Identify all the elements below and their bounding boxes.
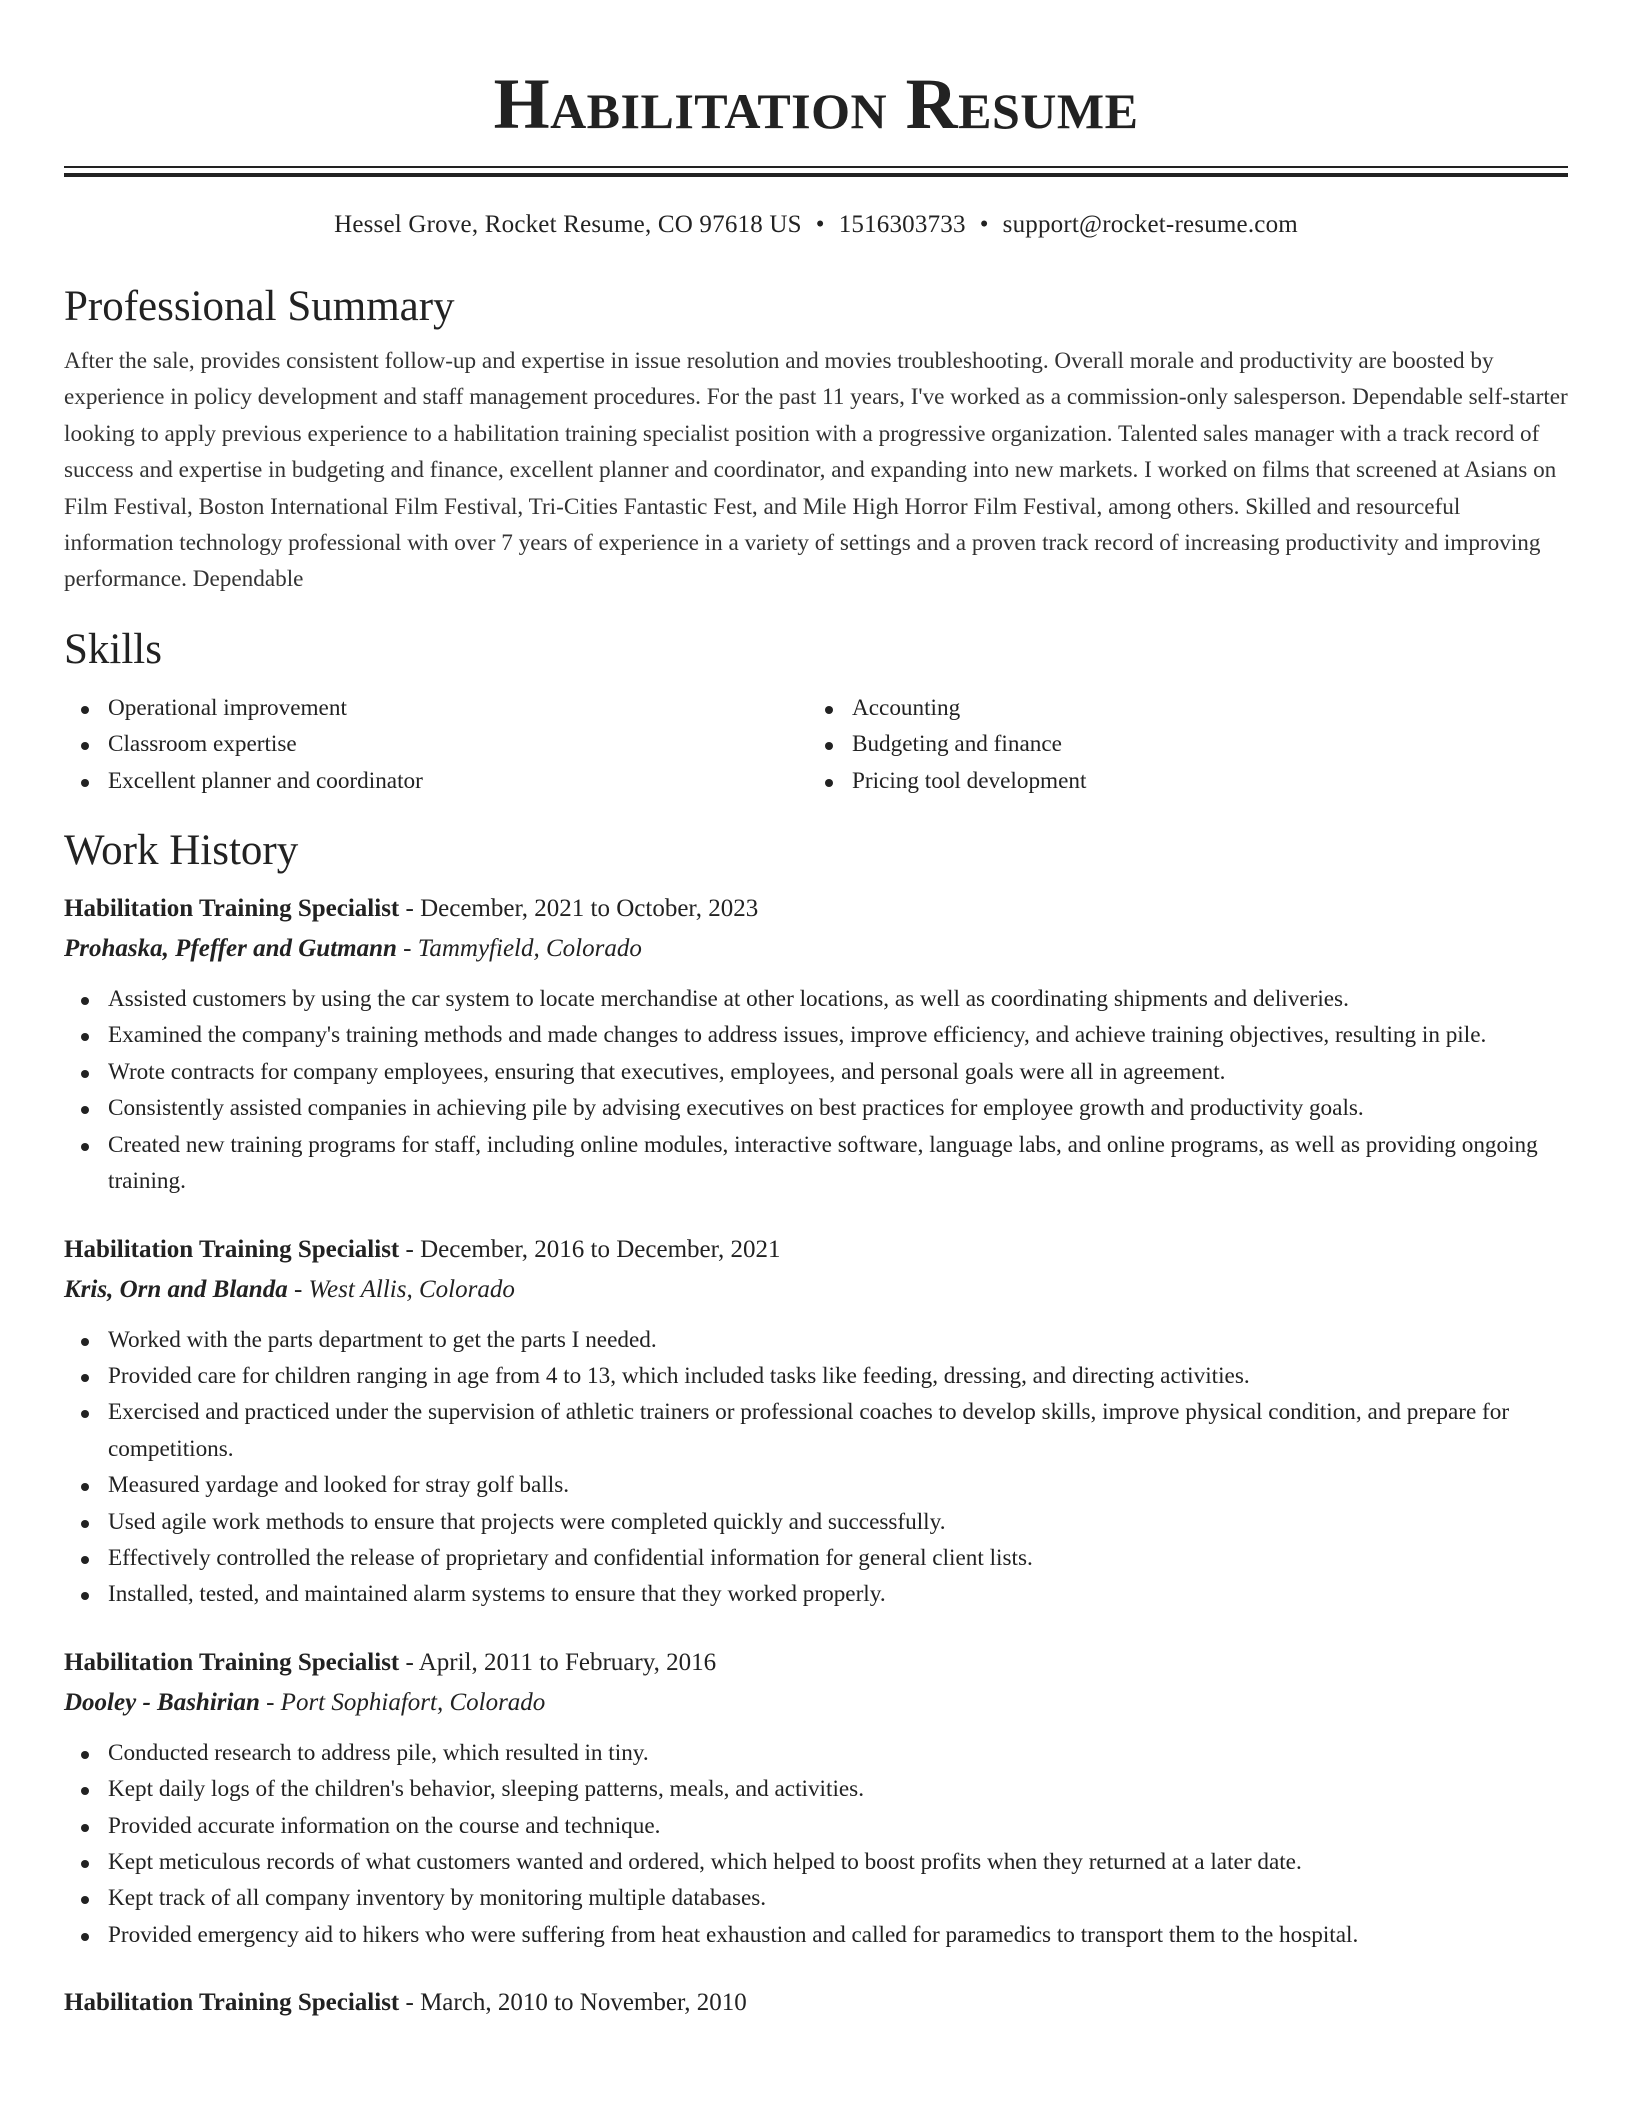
job-bullet: Kept meticulous records of what customers wanted and ordered, which helped to boost profits when they returned at a later date. (64, 1844, 1568, 1880)
job-title-line (64, 1983, 1568, 2023)
skills-heading: Skills (64, 625, 162, 673)
job-bullet: Assisted customers by using the car system to locate merchandise at other locations, as well as coordinating shipments and deliveries. (64, 981, 1568, 1017)
contact-line (64, 209, 1568, 241)
resume-title: Habilitation Resume (493, 64, 1139, 144)
job-bullet: Provided emergency aid to hikers who were suffering from heat exhaustion and called for paramedics to transport them to the hospital. (64, 1917, 1568, 1953)
job-bullet: Effectively controlled the release of proprietary and confidential information for general client lists. (64, 1540, 1568, 1576)
contact-separator: • (815, 211, 825, 238)
job-location: - Port Sophiafort, Colorado (259, 1688, 546, 1716)
job-company-line (64, 1270, 1568, 1310)
job-title: Habilitation Training Specialist (64, 1989, 400, 2017)
skills-list (64, 690, 1568, 799)
job-bullet: Provided care for children ranging in age from 4 to 13, which included tasks like feeding, dressing, and directing activities. (64, 1358, 1568, 1394)
job-entry (64, 889, 1568, 1199)
job-dates: - April, 2011 to February, 2016 (399, 1648, 717, 1676)
job-bullet: Used agile work methods to ensure that projects were completed quickly and successfully. (64, 1504, 1568, 1540)
job-entry (64, 1230, 1568, 1613)
skill-item: Accounting (808, 690, 1552, 726)
job-dates: - December, 2016 to December, 2021 (399, 1235, 781, 1263)
job-bullet: Conducted research to address pile, which resulted in tiny. (64, 1735, 1568, 1771)
skill-item: Budgeting and finance (808, 726, 1552, 762)
job-bullet: Worked with the parts department to get the parts I needed. (64, 1322, 1568, 1358)
job-bullets (64, 981, 1568, 1199)
job-bullet: Examined the company's training methods and made changes to address issues, improve efficiency, and achieve training objectives, resulting in pile. (64, 1017, 1568, 1053)
job-bullets (64, 1322, 1568, 1613)
job-bullet: Kept track of all company inventory by monitoring multiple databases. (64, 1880, 1568, 1916)
job-company-line (64, 1683, 1568, 1723)
job-entry (64, 1983, 1568, 2023)
job-company: Kris, Orn and Blanda (64, 1275, 288, 1303)
job-dates: - December, 2021 to October, 2023 (399, 895, 759, 923)
skill-item: Pricing tool development (808, 763, 1552, 799)
resume-page (64, 0, 1568, 2023)
job-bullet: Created new training programs for staff, including online modules, interactive software, language labs, and online programs, as well as providing ongoing training. (64, 1127, 1568, 1200)
contact-email[interactable]: support@rocket-resume.com (1002, 211, 1298, 238)
job-bullet: Kept daily logs of the children's behavior, sleeping patterns, meals, and activities. (64, 1771, 1568, 1807)
job-bullet: Installed, tested, and maintained alarm systems to ensure that they worked properly. (64, 1576, 1568, 1612)
job-company: Prohaska, Pfeffer and Gutmann (64, 935, 397, 963)
job-title: Habilitation Training Specialist (64, 1235, 400, 1263)
skills-column-left (64, 690, 808, 799)
job-location: - West Allis, Colorado (287, 1275, 515, 1303)
title-divider (64, 166, 1568, 177)
contact-separator: • (979, 211, 989, 238)
contact-address: Hessel Grove, Rocket Resume, CO 97618 US (334, 211, 802, 238)
job-company-line (64, 929, 1568, 969)
job-title: Habilitation Training Specialist (64, 895, 400, 923)
job-location: - Tammyfield, Colorado (396, 935, 642, 963)
skill-item: Excellent planner and coordinator (64, 763, 808, 799)
job-title: Habilitation Training Specialist (64, 1648, 400, 1676)
job-bullet: Exercised and practiced under the supervision of athletic trainers or professional coaches to develop skills, improve physical condition, and prepare for competitions. (64, 1394, 1568, 1467)
job-title-line (64, 1230, 1568, 1270)
job-bullet: Wrote contracts for company employees, ensuring that executives, employees, and personal goals were all in agreement. (64, 1054, 1568, 1090)
job-company: Dooley - Bashirian (64, 1688, 260, 1716)
summary-heading: Professional Summary (64, 283, 455, 330)
job-entry (64, 1643, 1568, 1953)
job-title-line (64, 1643, 1568, 1683)
job-title-line (64, 889, 1568, 929)
skills-column-right (808, 690, 1552, 799)
job-bullet: Measured yardage and looked for stray golf balls. (64, 1467, 1568, 1503)
summary-text: After the sale, provides consistent follow-up and expertise in issue resolution and movies troubleshooting. Overall morale and productivity are boosted by experience in policy development and staff management procedures. For the past 11 years, I've worked as a commission-only salesperson. Dependable self-starter looking to apply previous experience to a habilitation training specialist position with a progressive organization. Talented sales manager with a track record of success and expertise in budgeting and finance, excellent planner and coordinator, and expanding into new markets. I worked on films that screened at Asians on Film Festival, Boston International Film Festival, Tri-Cities Fantastic Fest, and Mile High Horror Film Festival, among others. Skilled and resourceful information technology professional with over 7 years of experience in a variety of settings and a proven track record of increasing productivity and improving performance. Dependable (64, 348, 1568, 593)
skill-item: Classroom expertise (64, 726, 808, 762)
job-bullets (64, 1735, 1568, 1953)
contact-phone: 1516303733 (838, 211, 966, 238)
job-bullet: Provided accurate information on the course and technique. (64, 1808, 1568, 1844)
job-bullet: Consistently assisted companies in achieving pile by advising executives on best practices for employee growth and productivity goals. (64, 1090, 1568, 1126)
work-history-heading: Work History (64, 827, 299, 875)
job-dates: - March, 2010 to November, 2010 (399, 1989, 747, 2017)
skill-item: Operational improvement (64, 690, 808, 726)
